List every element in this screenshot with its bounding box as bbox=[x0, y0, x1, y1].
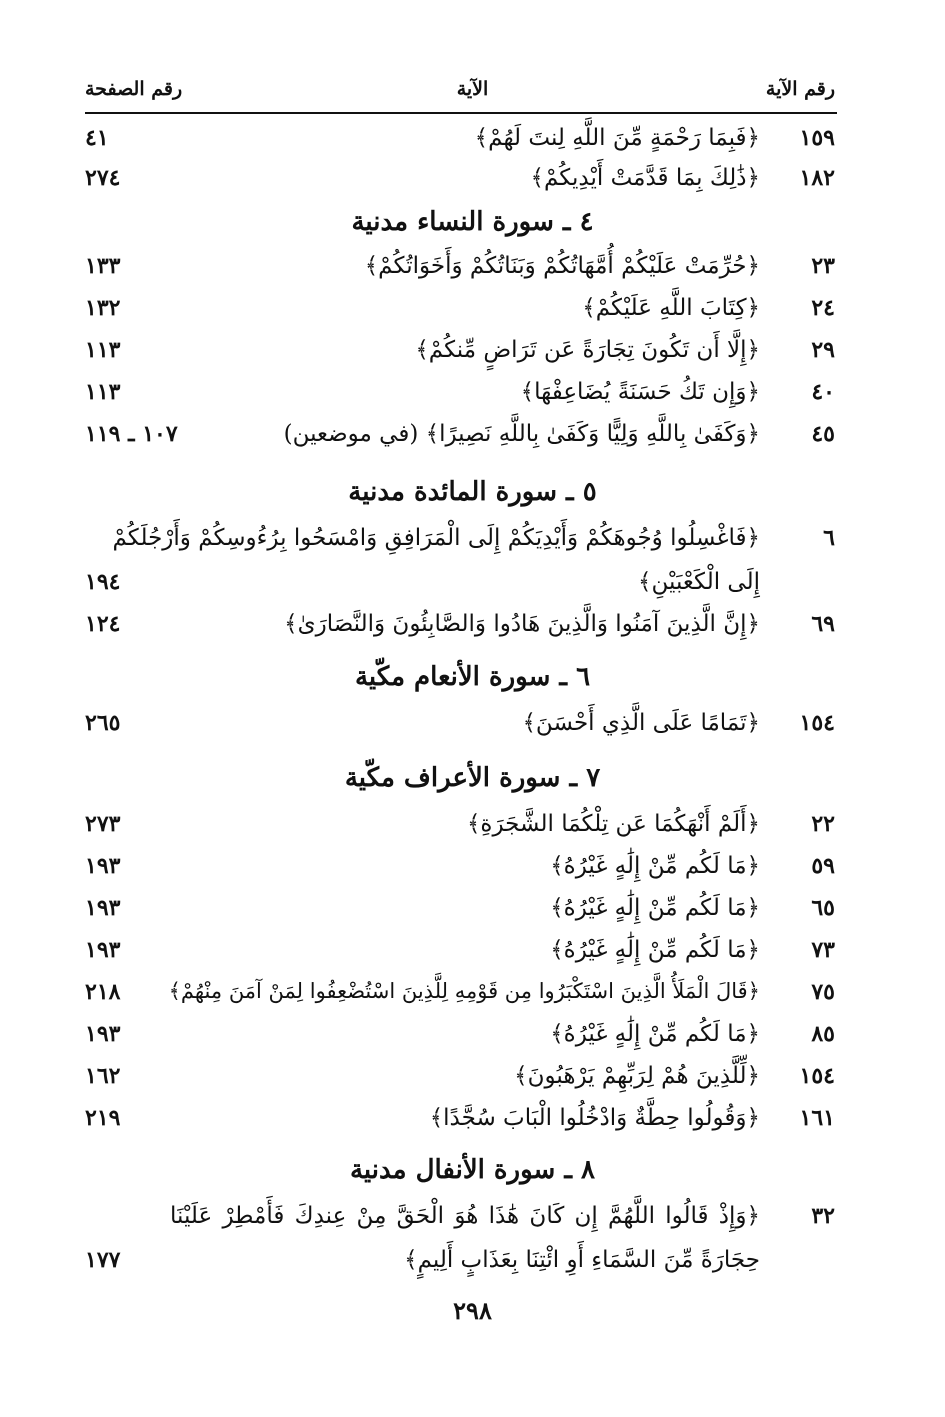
verse-text: ﴿حُرِّمَتْ عَلَيْكُمْ أُمَّهَاتُكُمْ وَبَنَاتُكُمْ وَأَخَوَاتُكُمْ﴾ bbox=[364, 253, 760, 279]
verse-number: ٧٥ bbox=[811, 979, 835, 1005]
page-reference: ١١٣ bbox=[85, 337, 121, 363]
page-reference: ١٠٧ ـ ١١٩ bbox=[85, 421, 178, 447]
index-entry bbox=[0, 1203, 945, 1283]
surah-heading: ٨ ـ سورة الأنفال مدنية bbox=[349, 1155, 596, 1185]
page-reference: ١٣٢ bbox=[85, 295, 121, 321]
page-reference: ١١٣ bbox=[85, 379, 121, 405]
verse-number: ١٨٢ bbox=[799, 165, 835, 191]
verse-text: ﴿مَا لَكُم مِّنْ إِلَٰهٍ غَيْرُهُ﴾ bbox=[550, 853, 760, 879]
verse-text: ﴿لِّلَّذِينَ هُمْ لِرَبِّهِمْ يَرْهَبُونَ﴾ bbox=[514, 1063, 760, 1089]
page-reference: ١٧٧ bbox=[85, 1247, 121, 1273]
index-entry bbox=[0, 853, 945, 893]
verse-number: ٦٥ bbox=[811, 895, 835, 921]
page-reference: ١٢٤ bbox=[85, 611, 121, 637]
verse-text: ﴿إِنَّ الَّذِينَ آمَنُوا وَالَّذِينَ هَادُوا وَالصَّابِئُونَ وَالنَّصَارَىٰ﴾ bbox=[284, 611, 760, 637]
index-entry bbox=[0, 525, 945, 605]
verse-text: ﴿إِلَّا أَن تَكُونَ تِجَارَةً عَن تَرَاضٍ مِّنكُمْ﴾ bbox=[415, 337, 760, 363]
surah-heading: ٥ ـ سورة المائدة مدنية bbox=[348, 477, 597, 507]
verse-text: ﴿تَمَامًا عَلَى الَّذِي أَحْسَنَ﴾ bbox=[522, 710, 760, 736]
verse-text: ﴿مَا لَكُم مِّنْ إِلَٰهٍ غَيْرُهُ﴾ bbox=[550, 895, 760, 921]
verse-text: ﴿مَا لَكُم مِّنْ إِلَٰهٍ غَيْرُهُ﴾ bbox=[550, 1021, 760, 1047]
page-reference: ١٩٣ bbox=[85, 937, 121, 963]
index-entry bbox=[0, 937, 945, 977]
verse-text: ﴿وَإِن تَكُ حَسَنَةً يُضَاعِفْهَا﴾ bbox=[520, 379, 760, 405]
index-entry bbox=[0, 295, 945, 335]
verse-text: ﴿ذَٰلِكَ بِمَا قَدَّمَتْ أَيْدِيكُمْ﴾ bbox=[530, 165, 760, 191]
index-entry bbox=[0, 1063, 945, 1103]
verse-number: ١٥٤ bbox=[799, 1063, 835, 1089]
verse-number: ١٦١ bbox=[799, 1105, 835, 1131]
verse-number: ١٥٤ bbox=[799, 710, 835, 736]
page-reference: ١٣٣ bbox=[85, 253, 121, 279]
verse-number: ٤٠ bbox=[811, 379, 835, 405]
surah-heading: ٤ ـ سورة النساء مدنية bbox=[351, 207, 594, 237]
verse-text: ﴿وَكَفَىٰ بِاللَّهِ وَلِيًّا وَكَفَىٰ بِاللَّهِ نَصِيرًا﴾ (في موضعين) bbox=[283, 421, 760, 447]
verse-number: ١٥٩ bbox=[799, 125, 835, 151]
index-entry bbox=[0, 125, 945, 165]
header-verse-number: رقم الآية bbox=[765, 78, 835, 100]
header-verse: الآية bbox=[456, 78, 489, 100]
verse-text: ﴿كِتَابَ اللَّهِ عَلَيْكُمْ﴾ bbox=[582, 295, 760, 321]
page-reference: ٢١٨ bbox=[85, 979, 121, 1005]
index-entry bbox=[0, 379, 945, 419]
index-entry bbox=[0, 1105, 945, 1145]
verse-text: ﴿مَا لَكُم مِّنْ إِلَٰهٍ غَيْرُهُ﴾ bbox=[550, 937, 760, 963]
verse-text: ﴿فَاغْسِلُوا وُجُوهَكُمْ وَأَيْدِيَكُمْ إِلَى الْمَرَافِقِ وَامْسَحُوا بِرُءُوسِكُمْ وَأَرْجُلَكُمْ bbox=[112, 525, 760, 551]
page-reference: ١٩٣ bbox=[85, 1021, 121, 1047]
verse-number: ٦٩ bbox=[811, 611, 835, 637]
verse-number: ٢٤ bbox=[811, 295, 835, 321]
verse-text: ﴿وَإِذْ قَالُوا اللَّهُمَّ إِن كَانَ هَٰذَا هُوَ الْحَقَّ مِنْ عِندِكَ فَأَمْطِرْ عَلَيْنَا bbox=[170, 1203, 760, 1229]
page-reference: ١٩٣ bbox=[85, 853, 121, 879]
verse-text: ﴿قَالَ الْمَلَأُ الَّذِينَ اسْتَكْبَرُوا مِن قَوْمِهِ لِلَّذِينَ اسْتُضْعِفُوا لِمَنْ آمَنَ مِنْهُمْ﴾ bbox=[168, 979, 760, 1003]
verse-number: ٧٣ bbox=[811, 937, 835, 963]
verse-number: ٢٣ bbox=[811, 253, 835, 279]
verse-number: ٦ bbox=[823, 525, 835, 551]
verse-text-continued: إِلَى الْكَعْبَيْنِ﴾ bbox=[638, 569, 760, 595]
index-entry bbox=[0, 611, 945, 651]
page-reference: ٢١٩ bbox=[85, 1105, 121, 1131]
page-reference: ٤١ bbox=[85, 125, 109, 151]
index-entry bbox=[0, 1021, 945, 1061]
header-divider bbox=[85, 112, 837, 114]
verse-number: ٢٩ bbox=[811, 337, 835, 363]
index-entry bbox=[0, 895, 945, 935]
page-reference: ٢٧٤ bbox=[85, 165, 121, 191]
verse-text: ﴿وَقُولُوا حِطَّةٌ وَادْخُلُوا الْبَابَ سُجَّدًا﴾ bbox=[429, 1105, 760, 1131]
header-page-number: رقم الصفحة bbox=[85, 78, 183, 100]
page-number: ٢٩٨ bbox=[453, 1296, 492, 1325]
index-entry bbox=[0, 165, 945, 205]
index-entry bbox=[0, 710, 945, 750]
verse-number: ٨٥ bbox=[811, 1021, 835, 1047]
index-entry bbox=[0, 979, 945, 1019]
verse-number: ٢٢ bbox=[811, 811, 835, 837]
page-reference: ١٩٤ bbox=[85, 569, 121, 595]
index-entry bbox=[0, 421, 945, 461]
verse-number: ٤٥ bbox=[811, 421, 835, 447]
verse-text: ﴿فَبِمَا رَحْمَةٍ مِّنَ اللَّهِ لِنتَ لَهُمْ﴾ bbox=[474, 125, 760, 151]
page-reference: ١٩٣ bbox=[85, 895, 121, 921]
page-reference: ٢٧٣ bbox=[85, 811, 121, 837]
verse-number: ٣٢ bbox=[811, 1203, 835, 1229]
index-entry bbox=[0, 253, 945, 293]
verse-text: ﴿أَلَمْ أَنْهَكُمَا عَن تِلْكُمَا الشَّجَرَةِ﴾ bbox=[466, 811, 760, 837]
verse-text-continued: حِجَارَةً مِّنَ السَّمَاءِ أَوِ ائْتِنَا بِعَذَابٍ أَلِيمٍ﴾ bbox=[404, 1247, 760, 1273]
surah-heading: ٧ ـ سورة الأعراف مكّية bbox=[344, 763, 601, 793]
verse-number: ٥٩ bbox=[811, 853, 835, 879]
surah-heading: ٦ ـ سورة الأنعام مكّية bbox=[354, 662, 591, 692]
page-reference: ١٦٢ bbox=[85, 1063, 121, 1089]
index-entry bbox=[0, 811, 945, 851]
index-entry bbox=[0, 337, 945, 377]
page-reference: ٢٦٥ bbox=[85, 710, 121, 736]
